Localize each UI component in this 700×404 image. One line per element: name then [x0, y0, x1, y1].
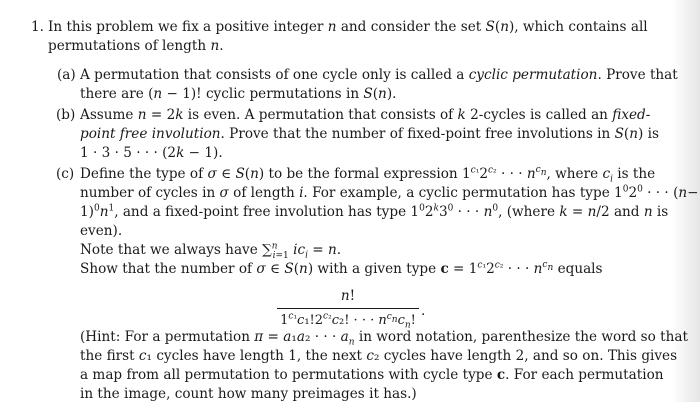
count-formula: [277, 287, 419, 330]
part-c-label: (c): [56, 166, 75, 182]
part-c-line-5: Note that we always have ∑$^n_{i=1}$ $ic_i = n$.: [80, 241, 342, 261]
part-b-line-3: 1 · 3 · 5 · · · (2k − 1).: [80, 145, 223, 161]
hint-line-3: a map from all permutation to permutations with cycle type c. For each permutation: [80, 367, 664, 383]
hint-line-4: in the image, count how many preimages it has.): [80, 386, 417, 402]
part-c-line-1: Define the type of σ ∈ S(n) to be the formal expression $1^{c_1}2^{c_2}$ · · · $n^{c_n}$, where $c_i$ is the: [80, 165, 656, 185]
part-c-line-2: number of cycles in σ of length i. For example, a cyclic permutation has type $1^02^0$ · · · (n−: [80, 184, 699, 201]
problem-number: 1.: [31, 19, 44, 35]
problem-intro-line-2: permutations of length n.: [48, 38, 224, 54]
hint-line-1: (Hint: For a permutation π = a₁a₂ · · · $a_n$ in word notation, parenthesize the word so that: [80, 329, 688, 348]
formula-end-period: .: [421, 303, 426, 319]
fraction-bar: [277, 308, 419, 309]
part-b-line-1: Assume n = 2k is even. A permutation that consists of k 2-cycles is called an fixed-: [80, 107, 651, 123]
part-a-line-2: there are (n − 1)! cyclic permutations in S(n).: [80, 86, 397, 102]
part-c-line-6: Show that the number of σ ∈ S(n) with a given type $c = 1^{c_1}2^{c_2}$ · · · $n^{c_n}$ equals: [80, 260, 603, 277]
formula-denominator: $1^{c_1}c_1!2^{c_2}c_2$! · · · $n^{c_n}c_n$!: [280, 311, 416, 331]
part-a-label: (a): [57, 67, 76, 83]
part-b-label: (b): [56, 107, 76, 123]
part-c-line-3: $1)^0n^1$, and a fixed-point free involution has type $1^02^k3^0$ · · · $n^0$, (where k = n/2 and n is: [80, 203, 669, 220]
part-c-line-4: even).: [80, 223, 123, 239]
formula-numerator: n!: [340, 288, 356, 304]
hint-line-2: the first c₁ cycles have length 1, the next c₂ cycles have length 2, and so on. This gives: [80, 348, 678, 364]
part-a-line-1: A permutation that consists of one cycle only is called a cyclic permutation. Prove that: [80, 67, 678, 83]
part-b-line-2: point free involution. Prove that the number of fixed-point free involutions in S(n) is: [80, 126, 659, 142]
problem-intro-line-1: In this problem we fix a positive integer n and consider the set S(n), which contains all: [48, 19, 648, 35]
